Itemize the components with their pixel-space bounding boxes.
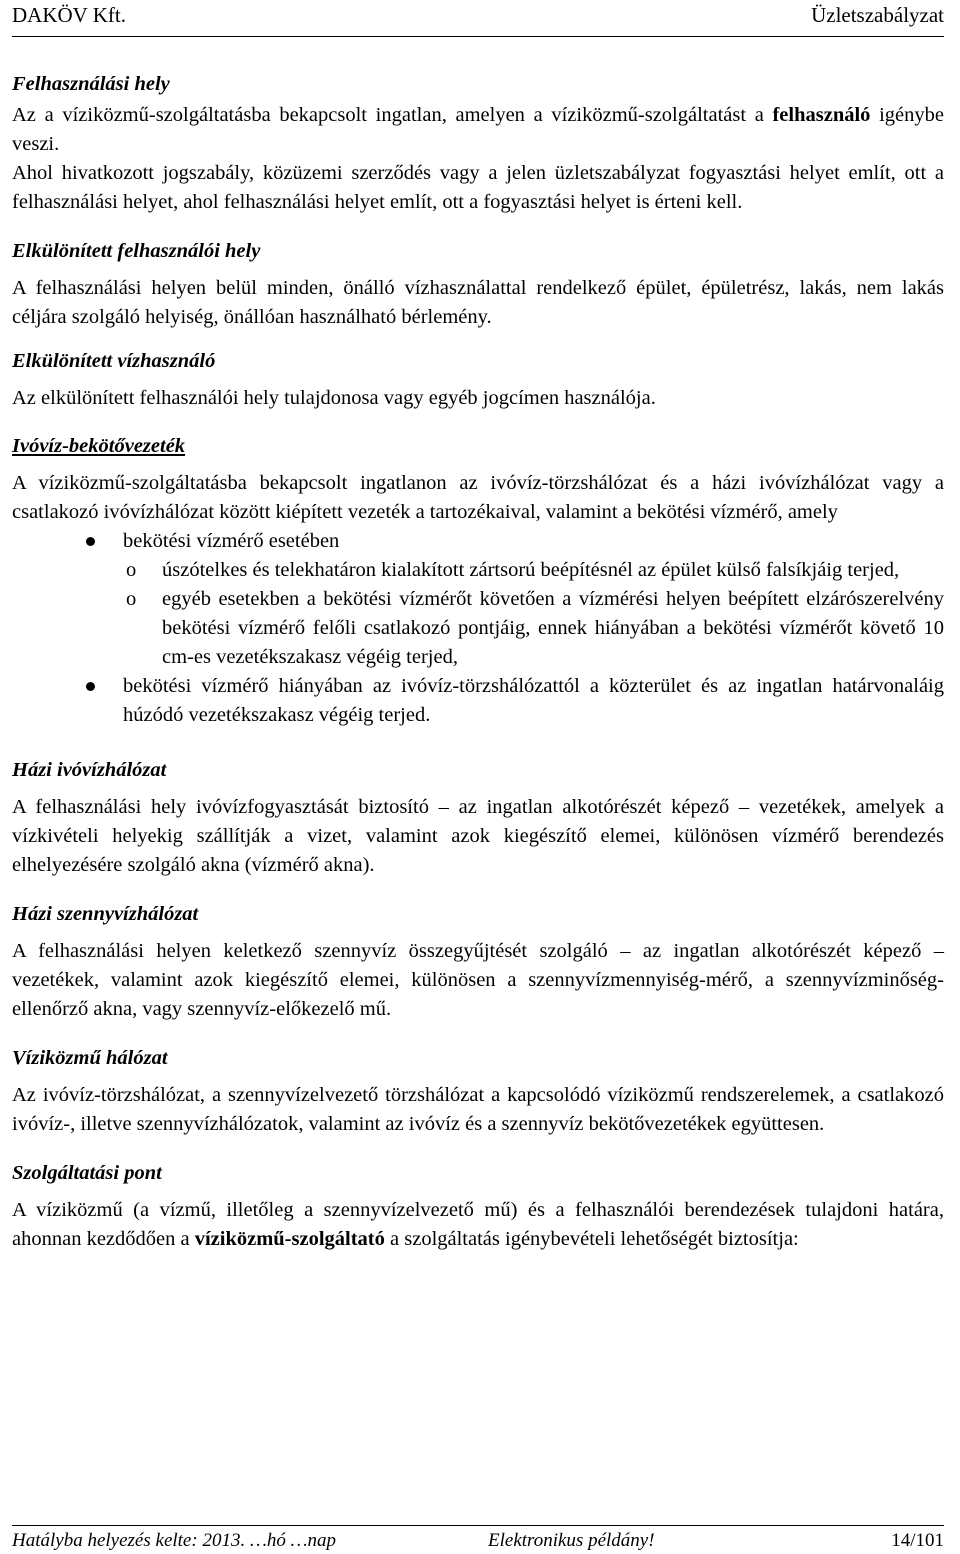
text-run: Az a víziközmű-szolgáltatásba bekapcsolt ingatlan, amelyen a víziközmű-szolgáltatást a xyxy=(12,104,773,126)
sub-list-item-text: úszótelkes és telekhatáron kialakított zártsorú beépítésnél az épület külső falsíkjáig terjed, xyxy=(162,559,900,581)
bullet-icon xyxy=(86,682,95,691)
bullet-list xyxy=(12,527,944,730)
section-heading: Szolgáltatási pont xyxy=(12,1162,162,1184)
sub-list xyxy=(87,556,944,672)
list-item-text: bekötési vízmérő hiányában az ivóvíz-törzshálózattól a közterület és az ingatlan határvonaláig húzódó vezetékszakasz végéig terjed. xyxy=(123,675,944,726)
section-heading: Házi ivóvízhálózat xyxy=(12,759,167,781)
definition-text xyxy=(12,469,944,527)
sub-list-item-text: egyéb esetekben a bekötési vízmérőt követően a vízmérési helyen beépített elzárószerelvény bekötési vízmérő felőli csatlakozó pontjáig, ennek hiányában a bekötési vízmérőt követő 10 cm-es vezetékszakasz végéig terjed, xyxy=(162,588,944,668)
section-heading: Házi szennyvízhálózat xyxy=(12,903,199,925)
page-header xyxy=(12,0,944,37)
definition-text: Ahol hivatkozott jogszabály, közüzemi szerződés vagy a jelen üzletszabályzat fogyasztási helyet említ, ott a felhasználási helyet, ahol felhasználási helyet említ, ott a fogyasztási helyet is érteni kell. xyxy=(12,162,944,213)
document-title: Üzletszabályzat xyxy=(811,3,944,27)
section-elkulonitett-felhasznaloi-hely xyxy=(12,237,944,332)
section-ivoviz-bekotovezetek xyxy=(12,432,944,730)
definition-text xyxy=(12,1196,944,1254)
definition-text: A felhasználási helyen keletkező szennyvíz összegyűjtését szolgáló – az ingatlan alkotórészét képező – vezetékek, valamint azok kiegészítő elemei, különösen a szennyvízmennyiség-mérő, a szennyvízminőség-ellenőrző akna, vagy szennyvíz-előkezelő mű. xyxy=(12,940,944,1020)
text-run: igénybe veszi. xyxy=(12,104,944,155)
definition-text: A felhasználási hely ivóvízfogyasztását biztosító – az ingatlan alkotórészét képező – vezetékek, amelyek a vízkivételi helyekig szállítják a vizet, valamint azok kiegészítő elemei, különösen vízmérő berendezés elhelyezésére szolgáló akna (vízmérő akna). xyxy=(12,796,944,876)
sub-list-item xyxy=(87,585,944,672)
section-heading: Felhasználási hely xyxy=(12,73,170,95)
section-heading: Ivóvíz-bekötővezeték xyxy=(12,435,186,457)
definition-text xyxy=(12,101,944,159)
sub-list-item xyxy=(87,556,944,585)
circle-marker-icon: o xyxy=(126,588,137,610)
bullet-icon xyxy=(86,537,95,546)
section-szolgaltatasi-pont xyxy=(12,1159,944,1254)
list-item xyxy=(12,527,944,672)
definition-text: Az elkülönített felhasználói hely tulajdonosa vagy egyéb jogcímen használója. xyxy=(12,387,656,409)
electronic-copy-label: Elektronikus példány! xyxy=(488,1530,655,1551)
document-body xyxy=(12,70,944,1269)
section-felhasznalasi-hely xyxy=(12,70,944,217)
bold-term: felhasználó xyxy=(772,104,871,126)
page-number: 14/101 xyxy=(891,1530,944,1551)
section-heading: Elkülönített vízhasználó xyxy=(12,350,216,372)
effective-date: Hatályba helyezés kelte: 2013. …hó …nap xyxy=(12,1530,336,1551)
section-vizikozmu-halozat xyxy=(12,1044,944,1139)
section-hazi-szennyvizhalozat xyxy=(12,900,944,1024)
definition-text: Az ivóvíz-törzshálózat, a szennyvízelvezető törzshálózat a kapcsolódó víziközmű rendszerelemek, a csatlakozó ivóvíz-, illetve szennyvízhálózatok, valamint az ivóvíz és a szennyvíz bekötővezetékek együttesen. xyxy=(12,1084,944,1135)
section-heading: Elkülönített felhasználói hely xyxy=(12,240,261,262)
list-item xyxy=(12,672,944,730)
list-item-text: bekötési vízmérő esetében xyxy=(123,530,340,552)
company-name: DAKÖV Kft. xyxy=(12,3,126,27)
section-heading: Víziközmű hálózat xyxy=(12,1047,168,1069)
page-footer xyxy=(12,1525,944,1553)
definition-text: A felhasználási helyen belül minden, önálló vízhasználattal rendelkező épület, épületrész, lakás, nem lakás céljára szolgáló helyiség, önállóan használható bérlemény. xyxy=(12,277,944,328)
circle-marker-icon: o xyxy=(126,559,137,581)
section-hazi-ivovizhalozat xyxy=(12,756,944,880)
text-run: A víziközmű (a vízmű, illetőleg a szennyvízelvezető mű) és a felhasználói berendezések tulajdoni határa, ahonnan kezdődően a xyxy=(12,1199,944,1250)
text-run: a szolgáltatás igénybevételi lehetőségét biztosítja: xyxy=(384,1228,799,1250)
bold-term: víziközmű-szolgáltató xyxy=(194,1228,385,1250)
text-run: A víziközmű-szolgáltatásba bekapcsolt ingatlanon az ivóvíz-törzshálózat és a házi ivóvízhálózat vagy a csatlakozó ivóvízhálózat között kiépített vezeték a tartozékaival, valamint a bekötési vízmérő, amely xyxy=(12,472,944,523)
section-elkulonitett-vizhasznalo xyxy=(12,347,944,413)
